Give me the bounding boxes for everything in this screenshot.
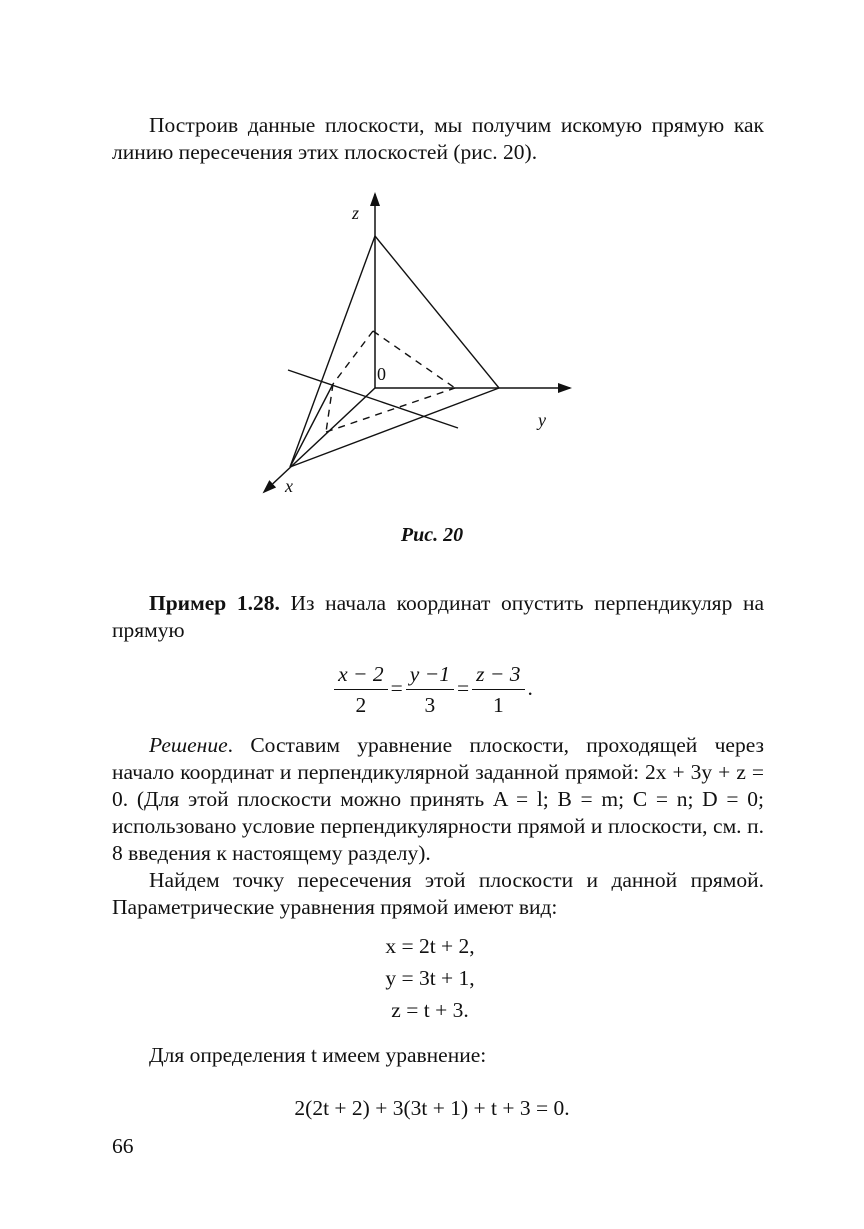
plane2-edge-dashed-4	[326, 388, 455, 432]
parametric-system	[0, 930, 864, 1026]
figure-20	[0, 0, 864, 540]
system-line-1: x = 2t + 2,	[385, 934, 475, 958]
system-line-2: y = 3t + 1,	[385, 966, 475, 990]
axis-y-label: y	[538, 410, 546, 430]
solution-paragraph	[112, 732, 764, 921]
t-text: Для определения t имеем уравнение:	[149, 1043, 487, 1067]
origin-label: 0	[377, 364, 386, 384]
plane-edge-zx	[290, 236, 375, 467]
t-paragraph	[112, 1042, 764, 1069]
solution-text: . Составим уравнение плоскости, проходящей через начало координат и перпендикулярной заданной прямой: 2x + 3y + z = 0. (Для этой плоскости можно принять A = l; B = m; C = n; D = 0; использовано условие перпендикулярности прямой и плоскости, см. п. 8 введения к настоящему разделу).	[112, 733, 764, 865]
system-line-3: z = t + 3.	[391, 998, 469, 1022]
intersection-line	[288, 370, 458, 428]
intersection-paragraph: Найдем точку пересечения этой плоскости и данной прямой. Параметрические уравнения прямой имеют вид:	[112, 868, 764, 919]
axis-z-label: z	[352, 203, 360, 223]
intro-line-1: Построив данные плоскости, мы получим искомую прямую как	[149, 113, 764, 137]
figure-caption-row	[0, 522, 864, 547]
axis-x-label: x	[285, 476, 293, 496]
fraction-1: $\frac{x - 2}{2}$	[334, 662, 388, 718]
final-equation: 2(2t + 2) + 3(3t + 1) + t + 3 = 0.	[294, 1096, 570, 1120]
intro-line-2: линию пересечения этих плоскостей (рис. 20).	[112, 140, 538, 164]
plane-edge-xy	[290, 388, 499, 467]
figure-caption: Рис. 20	[400, 524, 464, 546]
example-label: Пример 1.28.	[149, 591, 280, 615]
x-axis	[264, 388, 375, 492]
fraction-2: $\frac{y -1}{3}$	[406, 662, 454, 718]
plane-edge-zy	[375, 236, 499, 388]
solution-lead: Решение	[149, 733, 228, 757]
fraction-3: $\frac{z - 3}{1}$	[472, 662, 524, 718]
line-equation: $\frac{x - 2}{2}$ = $\frac{y -1}{3}$ = $\frac{z - 3}{1}$ .	[0, 662, 864, 718]
example-text: Из начала координат опустить перпендикуляр на прямую	[112, 591, 764, 642]
example-paragraph	[112, 590, 764, 644]
page-number: 66	[112, 1134, 134, 1158]
plane2-edge-dashed-2	[333, 331, 373, 384]
